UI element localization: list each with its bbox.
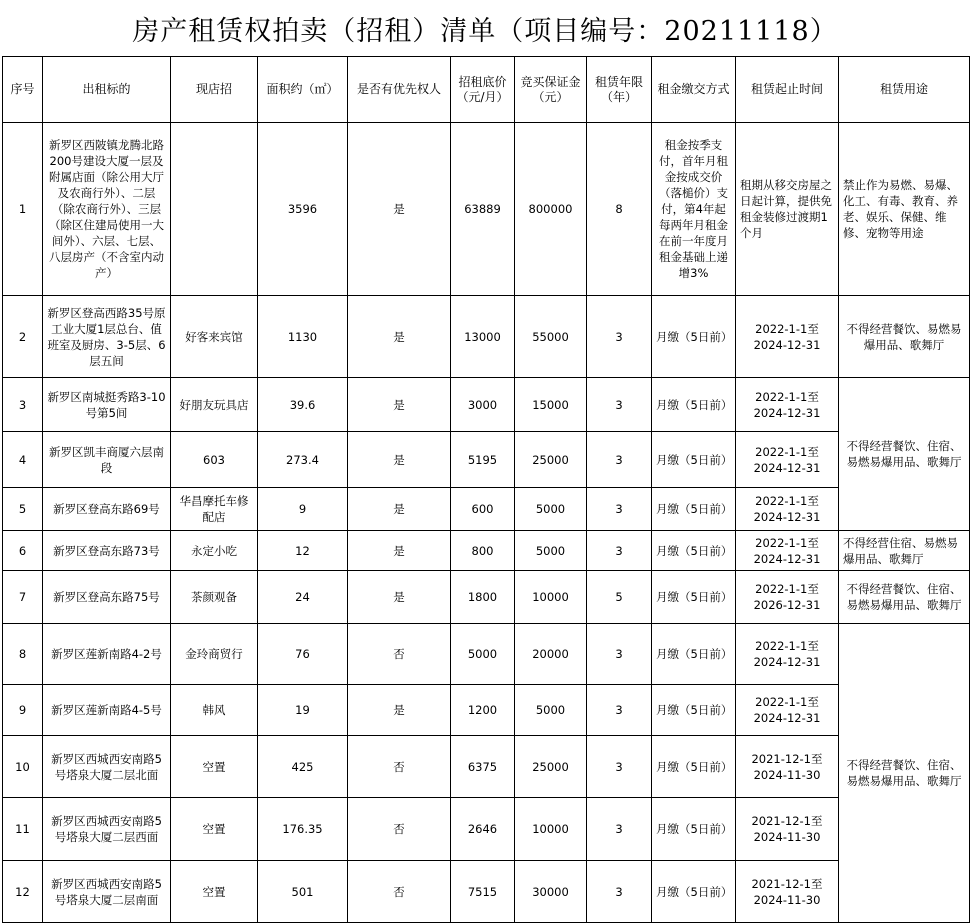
lease-period: 2021-12-1至2024-11-30 [736, 861, 839, 923]
lease-years: 3 [587, 861, 652, 923]
header-cell: 序号 [3, 57, 43, 123]
area: 1130 [258, 296, 348, 378]
payment-method: 租金按季支付，首年月租金按成交价（落槌价）支付，第4年起每两年月租金在前一年度月租金基础上递增3% [652, 123, 736, 296]
lease-usage: 禁止作为易燃、易爆、化工、有毒、教育、养老、娱乐、保健、维修、宠物等用途 [839, 123, 970, 296]
row-number: 12 [3, 861, 43, 923]
area: 176.35 [258, 798, 348, 861]
deposit: 25000 [515, 432, 587, 488]
payment-method: 月缴（5日前） [652, 378, 736, 432]
row-number: 4 [3, 432, 43, 488]
base-price: 5195 [451, 432, 515, 488]
header-cell: 租赁用途 [839, 57, 970, 123]
priority: 是 [348, 488, 451, 531]
payment-method: 月缴（5日前） [652, 432, 736, 488]
lease-target: 新罗区西陂镇龙腾北路200号建设大厦一层及附属店面（除公用大厅及农商行外）、二层（除农商行外）、三层（除区住建局使用一大间外）、六层、七层、八层房产（不含室内动产） [43, 123, 171, 296]
shop-sign: 茶颜观备 [171, 571, 258, 624]
table-row [3, 624, 970, 685]
payment-method: 月缴（5日前） [652, 861, 736, 923]
lease-target: 新罗区西城西安南路5号塔泉大厦二层南面 [43, 861, 171, 923]
lease-years: 3 [587, 531, 652, 571]
lease-period: 2022-1-1至2024-12-31 [736, 685, 839, 736]
lease-target: 新罗区西城西安南路5号塔泉大厦二层西面 [43, 798, 171, 861]
shop-sign: 空置 [171, 798, 258, 861]
deposit: 5000 [515, 531, 587, 571]
row-number: 11 [3, 798, 43, 861]
shop-sign [171, 123, 258, 296]
lease-usage: 不得经营餐饮、易燃易爆用品、歌舞厅 [839, 296, 970, 378]
priority: 否 [348, 861, 451, 923]
priority: 是 [348, 123, 451, 296]
header-cell: 出租标的 [43, 57, 171, 123]
shop-sign: 好客来宾馆 [171, 296, 258, 378]
lease-period: 2022-1-1至2024-12-31 [736, 531, 839, 571]
base-price: 1800 [451, 571, 515, 624]
payment-method: 月缴（5日前） [652, 624, 736, 685]
lease-target: 新罗区莲新南路4-5号 [43, 685, 171, 736]
lease-period: 2022-1-1至2024-12-31 [736, 488, 839, 531]
lease-years: 3 [587, 624, 652, 685]
row-number: 9 [3, 685, 43, 736]
priority: 是 [348, 685, 451, 736]
payment-method: 月缴（5日前） [652, 571, 736, 624]
lease-usage: 不得经营住宿、易燃易爆用品、歌舞厅 [839, 531, 970, 571]
base-price: 2646 [451, 798, 515, 861]
header-cell: 租赁起止时间 [736, 57, 839, 123]
lease-years: 5 [587, 571, 652, 624]
table-row [3, 378, 970, 432]
area: 76 [258, 624, 348, 685]
area: 12 [258, 531, 348, 571]
lease-period: 2022-1-1至2026-12-31 [736, 571, 839, 624]
shop-sign: 好朋友玩具店 [171, 378, 258, 432]
lease-target: 新罗区南城挺秀路3-10号第5间 [43, 378, 171, 432]
area: 24 [258, 571, 348, 624]
table-row [3, 488, 970, 531]
base-price: 600 [451, 488, 515, 531]
header-cell: 招租底价（元/月） [451, 57, 515, 123]
priority: 否 [348, 736, 451, 798]
lease-period: 2022-1-1至2024-12-31 [736, 432, 839, 488]
shop-sign: 空置 [171, 861, 258, 923]
table-row [3, 685, 970, 736]
header-cell: 是否有优先权人 [348, 57, 451, 123]
table-row [3, 296, 970, 378]
table-row [3, 571, 970, 624]
priority: 否 [348, 624, 451, 685]
lease-usage: 不得经营餐饮、住宿、易燃易爆用品、歌舞厅 [839, 378, 970, 531]
base-price: 63889 [451, 123, 515, 296]
lease-years: 8 [587, 123, 652, 296]
page-title: 房产租赁权拍卖（招租）清单（项目编号：20211118） [132, 15, 838, 47]
priority: 是 [348, 571, 451, 624]
lease-years: 3 [587, 296, 652, 378]
priority: 是 [348, 432, 451, 488]
shop-sign: 永定小吃 [171, 531, 258, 571]
row-number: 7 [3, 571, 43, 624]
lease-target: 新罗区登高东路69号 [43, 488, 171, 531]
lease-period: 租期从移交房屋之日起计算，提供免租金装修过渡期1个月 [736, 123, 839, 296]
table-row [3, 861, 970, 923]
row-number: 1 [3, 123, 43, 296]
base-price: 800 [451, 531, 515, 571]
deposit: 30000 [515, 861, 587, 923]
header-cell: 现店招 [171, 57, 258, 123]
area: 39.6 [258, 378, 348, 432]
header-row [3, 57, 970, 123]
deposit: 10000 [515, 798, 587, 861]
deposit: 25000 [515, 736, 587, 798]
priority: 否 [348, 798, 451, 861]
area: 425 [258, 736, 348, 798]
lease-target: 新罗区登高东路75号 [43, 571, 171, 624]
area: 273.4 [258, 432, 348, 488]
shop-sign: 603 [171, 432, 258, 488]
base-price: 13000 [451, 296, 515, 378]
shop-sign: 空置 [171, 736, 258, 798]
lease-target: 新罗区莲新南路4-2号 [43, 624, 171, 685]
base-price: 3000 [451, 378, 515, 432]
lease-usage: 不得经营餐饮、住宿、易燃易爆用品、歌舞厅 [839, 624, 970, 923]
area: 501 [258, 861, 348, 923]
table-row [3, 432, 970, 488]
lease-period: 2022-1-1至2024-12-31 [736, 624, 839, 685]
base-price: 1200 [451, 685, 515, 736]
payment-method: 月缴（5日前） [652, 531, 736, 571]
payment-method: 月缴（5日前） [652, 736, 736, 798]
deposit: 5000 [515, 488, 587, 531]
row-number: 3 [3, 378, 43, 432]
deposit: 20000 [515, 624, 587, 685]
lease-period: 2021-12-1至2024-11-30 [736, 798, 839, 861]
payment-method: 月缴（5日前） [652, 296, 736, 378]
row-number: 2 [3, 296, 43, 378]
shop-sign: 金玲商贸行 [171, 624, 258, 685]
lease-target: 新罗区西城西安南路5号塔泉大厦二层北面 [43, 736, 171, 798]
deposit: 800000 [515, 123, 587, 296]
table-row [3, 123, 970, 296]
lease-years: 3 [587, 378, 652, 432]
payment-method: 月缴（5日前） [652, 685, 736, 736]
header-cell: 面积约（㎡） [258, 57, 348, 123]
shop-sign: 华昌摩托车修配店 [171, 488, 258, 531]
area: 19 [258, 685, 348, 736]
row-number: 5 [3, 488, 43, 531]
lease-target: 新罗区登高东路73号 [43, 531, 171, 571]
lease-years: 3 [587, 736, 652, 798]
row-number: 6 [3, 531, 43, 571]
priority: 是 [348, 296, 451, 378]
table-row [3, 798, 970, 861]
lease-years: 3 [587, 432, 652, 488]
lease-usage: 不得经营餐饮、住宿、易燃易爆用品、歌舞厅 [839, 571, 970, 624]
priority: 是 [348, 531, 451, 571]
header-cell: 租金缴交方式 [652, 57, 736, 123]
lease-target: 新罗区凯丰商厦六层南段 [43, 432, 171, 488]
base-price: 7515 [451, 861, 515, 923]
row-number: 8 [3, 624, 43, 685]
shop-sign: 韩风 [171, 685, 258, 736]
lease-period: 2022-1-1至2024-12-31 [736, 378, 839, 432]
payment-method: 月缴（5日前） [652, 488, 736, 531]
area: 9 [258, 488, 348, 531]
area: 3596 [258, 123, 348, 296]
lease-years: 3 [587, 685, 652, 736]
header-cell: 租赁年限（年） [587, 57, 652, 123]
payment-method: 月缴（5日前） [652, 798, 736, 861]
base-price: 6375 [451, 736, 515, 798]
deposit: 55000 [515, 296, 587, 378]
priority: 是 [348, 378, 451, 432]
deposit: 10000 [515, 571, 587, 624]
deposit: 5000 [515, 685, 587, 736]
table-row [3, 531, 970, 571]
lease-period: 2021-12-1至2024-11-30 [736, 736, 839, 798]
row-number: 10 [3, 736, 43, 798]
table-row [3, 736, 970, 798]
lease-table [2, 56, 970, 923]
deposit: 15000 [515, 378, 587, 432]
lease-period: 2022-1-1至2024-12-31 [736, 296, 839, 378]
lease-years: 3 [587, 488, 652, 531]
header-cell: 竞买保证金（元） [515, 57, 587, 123]
lease-years: 3 [587, 798, 652, 861]
base-price: 5000 [451, 624, 515, 685]
lease-target: 新罗区登高西路35号原工业大厦1层总台、值班室及厨房、3-5层、6层五间 [43, 296, 171, 378]
